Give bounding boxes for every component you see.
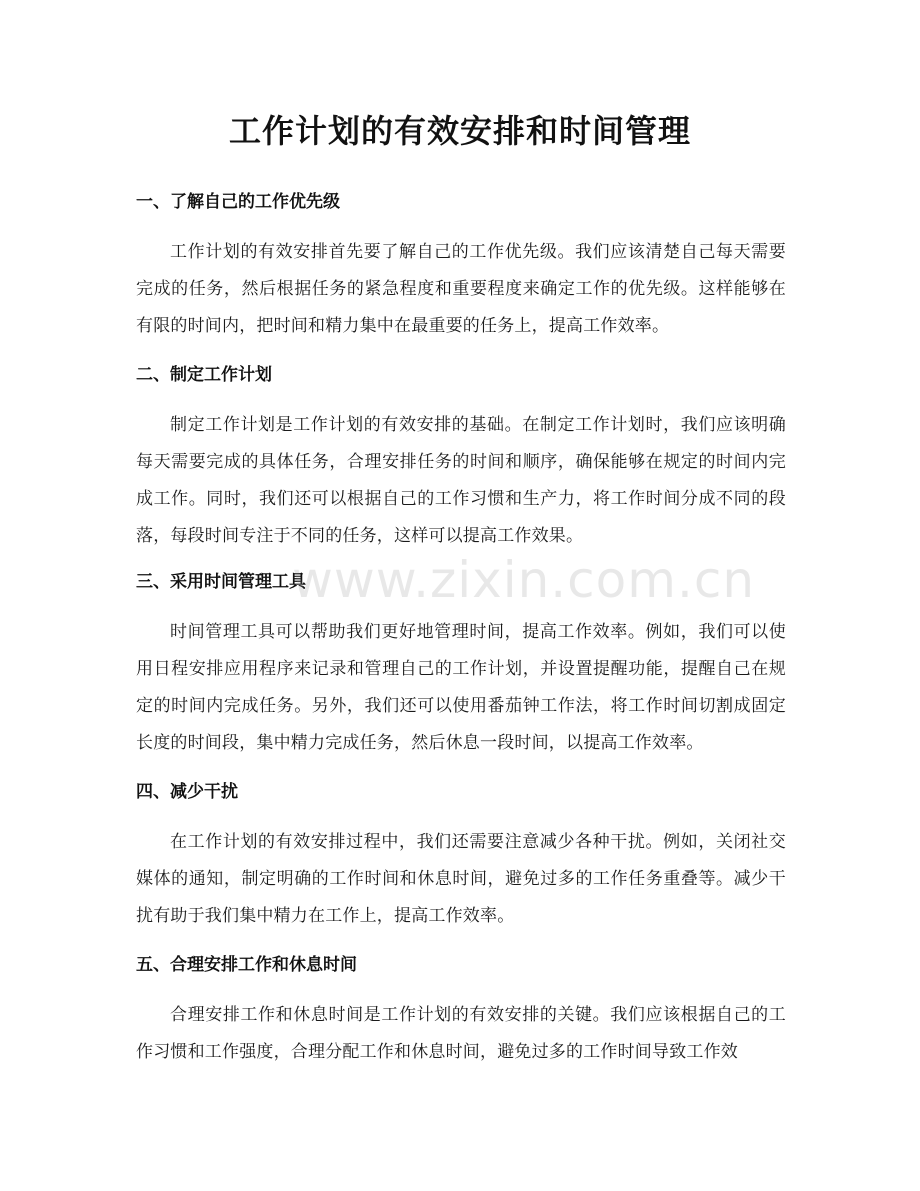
section-2	[136, 363, 786, 555]
section-heading: 三、采用时间管理工具	[136, 572, 306, 592]
section-heading: 五、合理安排工作和休息时间	[136, 955, 357, 975]
section-paragraph: 合理安排工作和休息时间是工作计划的有效安排的关键。我们应该根据自己的工作习惯和工作强度，合理分配工作和休息时间，避免过多的工作时间导致工作效	[136, 1005, 786, 1062]
page-title: 工作计划的有效安排和时间管理	[228, 112, 691, 150]
section-heading: 四、减少干扰	[136, 782, 238, 802]
section-3	[136, 570, 786, 762]
section-paragraph: 在工作计划的有效安排过程中，我们还需要注意减少各种干扰。例如，关闭社交媒体的通知，制定明确的工作时间和休息时间，避免过多的工作任务重叠等。减少干扰有助于我们集中精力在工作上，提高工作效率。	[136, 832, 786, 926]
section-paragraph: 工作计划的有效安排首先要了解自己的工作优先级。我们应该清楚自己每天需要完成的任务，然后根据任务的紧急程度和重要程度来确定工作的优先级。这样能够在有限的时间内，把时间和精力集中在最重要的任务上，提高工作效率。	[136, 242, 786, 336]
section-heading: 一、了解自己的工作优先级	[136, 192, 340, 212]
section-paragraph: 时间管理工具可以帮助我们更好地管理时间，提高工作效率。例如，我们可以使用日程安排应用程序来记录和管理自己的工作计划，并设置提醒功能，提醒自己在规定的时间内完成任务。另外，我们还可以使用番茄钟工作法，将工作时间切割成固定长度的时间段，集中精力完成任务，然后休息一段时间，以提高工作效率。	[136, 622, 786, 753]
section-1	[136, 190, 786, 345]
section-5	[136, 953, 786, 1071]
section-4	[136, 780, 786, 935]
section-heading: 二、制定工作计划	[136, 365, 272, 385]
section-paragraph: 制定工作计划是工作计划的有效安排的基础。在制定工作计划时，我们应该明确每天需要完成的具体任务，合理安排任务的时间和顺序，确保能够在规定的时间内完成工作。同时，我们还可以根据自己的工作习惯和生产力，将工作时间分成不同的段落，每段时间专注于不同的任务，这样可以提高工作效果。	[136, 415, 786, 546]
watermark-text: www.zixin.com.cn	[292, 551, 756, 609]
